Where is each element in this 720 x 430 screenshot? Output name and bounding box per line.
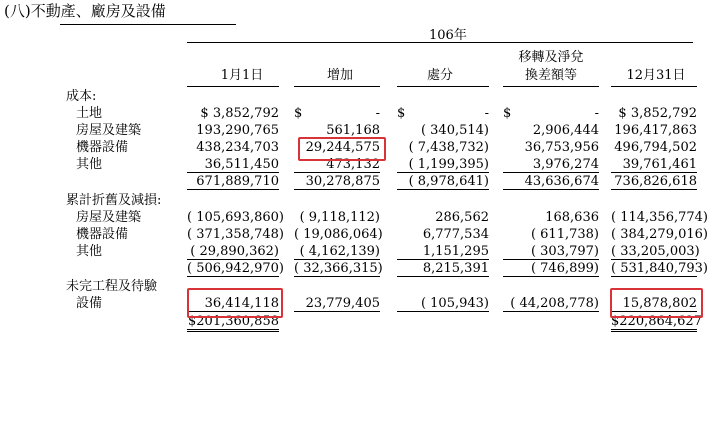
cell: ( 105,693,860) <box>187 210 284 225</box>
cell: 286,562 <box>435 210 489 225</box>
col-header-disposals: 處分 <box>426 68 453 83</box>
subtotal-rule <box>611 259 697 260</box>
cell: 39,761,461 <box>622 157 697 172</box>
subtotal-rule <box>294 276 380 277</box>
col-header-transfer-line2: 換差額等 <box>524 68 577 83</box>
total-double-rule <box>187 329 279 332</box>
cell-highlighted: 15,878,802 <box>622 296 697 311</box>
col-header-transfer-line1: 移轉及淨兌 <box>518 50 584 65</box>
cell: ( 9,118,112) <box>299 210 380 225</box>
cell-dollar: $ <box>397 106 406 121</box>
cell: 36,511,450 <box>204 157 279 172</box>
subtotal-rule <box>187 276 279 277</box>
cell: 168,636 <box>545 210 599 225</box>
cell-subtotal: 43,636,674 <box>524 174 599 189</box>
cell: 496,794,502 <box>614 140 697 155</box>
subtotal-rule <box>187 172 279 173</box>
cell: ( 7,438,732) <box>408 140 489 155</box>
row-label-buildings: 房屋及建築 <box>76 210 142 225</box>
cell: 196,417,863 <box>614 123 697 138</box>
cell: 561,168 <box>326 123 380 138</box>
section-accum-depr: 累計折舊及減損: <box>66 193 162 208</box>
subtotal-rule <box>397 172 489 173</box>
subtotal-rule <box>503 189 599 190</box>
cell: ( 29,890,362) <box>190 244 279 259</box>
col-header-additions: 增加 <box>326 68 353 83</box>
cell-subtotal: 30,278,875 <box>305 174 380 189</box>
header-rule-2 <box>294 86 380 87</box>
cell: ( 19,086,064) <box>294 227 383 242</box>
cell-subtotal: ( 746,899) <box>530 261 599 276</box>
cell-dollar: $ <box>503 106 512 121</box>
cell: $ 3,852,792 <box>200 106 279 121</box>
cell: ( 4,162,139) <box>299 244 380 259</box>
subtotal-rule <box>611 172 697 173</box>
cell-subtotal: ( 531,840,793) <box>611 261 708 276</box>
cell-highlighted: 36,414,118 <box>204 296 279 311</box>
subtotal-rule <box>397 311 489 312</box>
subtotal-rule <box>503 172 599 173</box>
cell: 2,906,444 <box>532 123 599 138</box>
cell: 1,151,295 <box>422 244 489 259</box>
cell: 23,779,405 <box>305 296 380 311</box>
subtotal-rule <box>294 259 380 260</box>
cell: 473,132 <box>326 157 380 172</box>
cell: 438,234,703 <box>196 140 279 155</box>
cell: ( 105,943) <box>420 296 489 311</box>
section-cost: 成本: <box>66 89 97 104</box>
cell-total: $201,360,858 <box>188 314 279 329</box>
cell: 3,976,274 <box>532 157 599 172</box>
col-header-dec31: 12月31日 <box>626 68 686 83</box>
cell: 6,777,534 <box>422 227 489 242</box>
cell: ( 371,358,748) <box>187 227 284 242</box>
subtotal-rule <box>294 311 380 312</box>
year-header: 106年 <box>429 28 467 43</box>
cell: - <box>375 106 380 121</box>
row-label-other: 其他 <box>76 157 103 172</box>
subtotal-rule <box>294 172 380 173</box>
cell: ( 611,738) <box>530 227 599 242</box>
header-rule-4 <box>503 86 599 87</box>
subtotal-rule <box>187 189 279 190</box>
highlight-box <box>298 137 386 161</box>
title-underline <box>60 24 236 25</box>
row-label-other: 其他 <box>76 244 103 259</box>
row-label-machinery: 機器設備 <box>76 140 129 155</box>
year-rule <box>187 42 693 43</box>
subtotal-rule <box>187 259 279 260</box>
cell: ( 114,356,774) <box>611 210 708 225</box>
subtotal-rule <box>503 259 599 260</box>
cell: ( 340,514) <box>420 123 489 138</box>
cell-subtotal: ( 32,366,315) <box>294 261 383 276</box>
cell-subtotal: 736,826,618 <box>614 174 697 189</box>
subtotal-rule <box>503 276 599 277</box>
cell-subtotal: 671,889,710 <box>196 174 279 189</box>
subtotal-rule <box>397 276 489 277</box>
subtotal-rule <box>611 276 697 277</box>
cell-total: $220,864,627 <box>611 314 702 329</box>
subtotal-rule <box>503 311 599 312</box>
header-rule-1 <box>187 86 279 87</box>
subtotal-rule <box>294 189 380 190</box>
cell-highlighted: 29,244,575 <box>305 140 380 155</box>
row-label-land: 土地 <box>76 106 103 121</box>
cell: ( 303,797) <box>530 244 599 259</box>
cell: ( 33,205,003) <box>611 244 700 259</box>
cell: - <box>484 106 489 121</box>
total-double-rule <box>611 329 697 332</box>
highlight-box <box>187 288 283 318</box>
subtotal-rule <box>397 259 489 260</box>
cell: 193,290,765 <box>196 123 279 138</box>
cell: ( 44,208,778) <box>510 296 599 311</box>
subtotal-rule <box>397 189 489 190</box>
cell: - <box>594 106 599 121</box>
row-label-buildings: 房屋及建築 <box>76 123 142 138</box>
cell-dollar: $ <box>294 106 303 121</box>
header-rule-3 <box>397 86 489 87</box>
cell-subtotal: ( 8,978,641) <box>408 174 489 189</box>
section-title: (八)不動產、廠房及設備 <box>4 2 166 20</box>
cell: $ 3,852,792 <box>618 106 697 121</box>
cell-subtotal: 8,215,391 <box>422 261 489 276</box>
cell: ( 1,199,395) <box>408 157 489 172</box>
header-rule-5 <box>611 86 697 87</box>
subtotal-rule <box>611 189 697 190</box>
cell: ( 384,279,016) <box>611 227 708 242</box>
section-construction: 未完工程及待驗 <box>66 279 158 294</box>
cell: 36,753,956 <box>524 140 599 155</box>
highlight-box <box>610 288 703 318</box>
row-label-machinery: 機器設備 <box>76 227 129 242</box>
cell-subtotal: ( 506,942,970) <box>187 261 284 276</box>
row-label-equipment: 設備 <box>76 296 103 311</box>
col-header-jan1: 1月1日 <box>220 68 264 83</box>
